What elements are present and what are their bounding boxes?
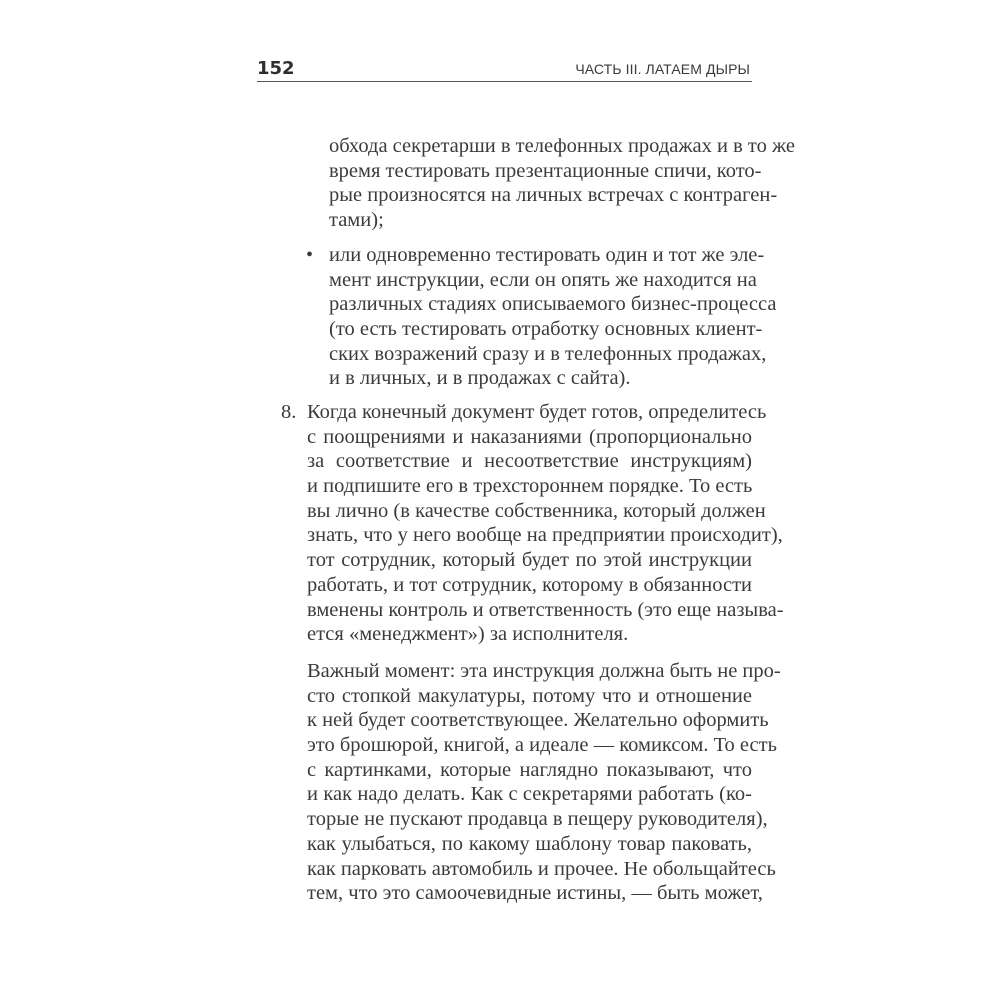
text-line: различных стадиях описываемого бизнес-процесса [329, 293, 777, 316]
text-line: за соответствие и несоответствие инструкциям) [307, 450, 752, 473]
text-line: мент инструкции, если он опять же находится на [329, 268, 757, 291]
text-line: знать, что у него вообще на предприятии происходит), [307, 524, 783, 547]
running-title: ЧАСТЬ III. ЛАТАЕМ ДЫРЫ [575, 61, 750, 77]
text-line: ется «менеджмент») за исполнителя. [307, 623, 629, 646]
continuation-text [329, 134, 795, 233]
text-line: тот сотрудник, который будет по этой инструкции [307, 549, 752, 572]
text-line: с картинками, которые наглядно показывают, что [307, 758, 752, 781]
text-line: ских возражений сразу и в телефонных продажах, [329, 342, 767, 365]
bullet-item [329, 243, 777, 391]
text-line: и как надо делать. Как с секретарями работать (ко- [307, 783, 752, 806]
text-line: тем, что это самоочевидные истины, — быть может, [307, 882, 763, 905]
text-line: как улыбаться, по какому шаблону товар паковать, [307, 832, 752, 855]
list-item-8 [307, 400, 784, 647]
text-line: к ней будет соответствующее. Желательно оформить [307, 709, 769, 732]
text-line: вменены контроль и ответственность (это еще называ- [307, 598, 784, 621]
text-line: или одновременно тестировать один и тот же эле- [329, 244, 765, 266]
text-line: как парковать автомобиль и прочее. Не обольщайтесь [307, 857, 776, 880]
text-line: и в личных, и в продажах с сайта). [329, 367, 631, 390]
text-line: вы лично (в качестве собственника, который должен [307, 499, 766, 522]
text-line: обхода секретарши в телефонных продажах и в то же [329, 135, 795, 157]
text-line: это брошюрой, книгой, а идеале — комиксом. То есть [307, 734, 777, 757]
header-divider [257, 81, 752, 82]
text-line: время тестировать презентационные спичи, кото- [329, 159, 762, 182]
text-line: Когда конечный документ будет готов, определитесь [307, 401, 767, 423]
text-line: работать, и тот сотрудник, которому в обязанности [307, 573, 752, 596]
text-line: (то есть тестировать отработку основных клиент- [329, 318, 763, 341]
text-line: Важный момент: эта инструкция должна быть не про- [307, 660, 781, 682]
text-line: тами); [329, 209, 384, 232]
text-line: рые произносятся на личных встречах с контраген- [329, 184, 778, 207]
bullet-icon: • [306, 244, 314, 266]
body-paragraph [307, 659, 781, 906]
text-line: и подпишите его в трехстороннем порядке. То есть [307, 475, 753, 498]
page-number: 152 [257, 58, 295, 79]
text-line: сто стопкой макулатуры, потому что и отношение [307, 684, 752, 707]
text-line: с поощрениями и наказаниями (пропорционально [307, 425, 752, 448]
list-number: 8. [281, 401, 297, 423]
text-line: торые не пускают продавца в пещеру руководителя), [307, 808, 768, 831]
